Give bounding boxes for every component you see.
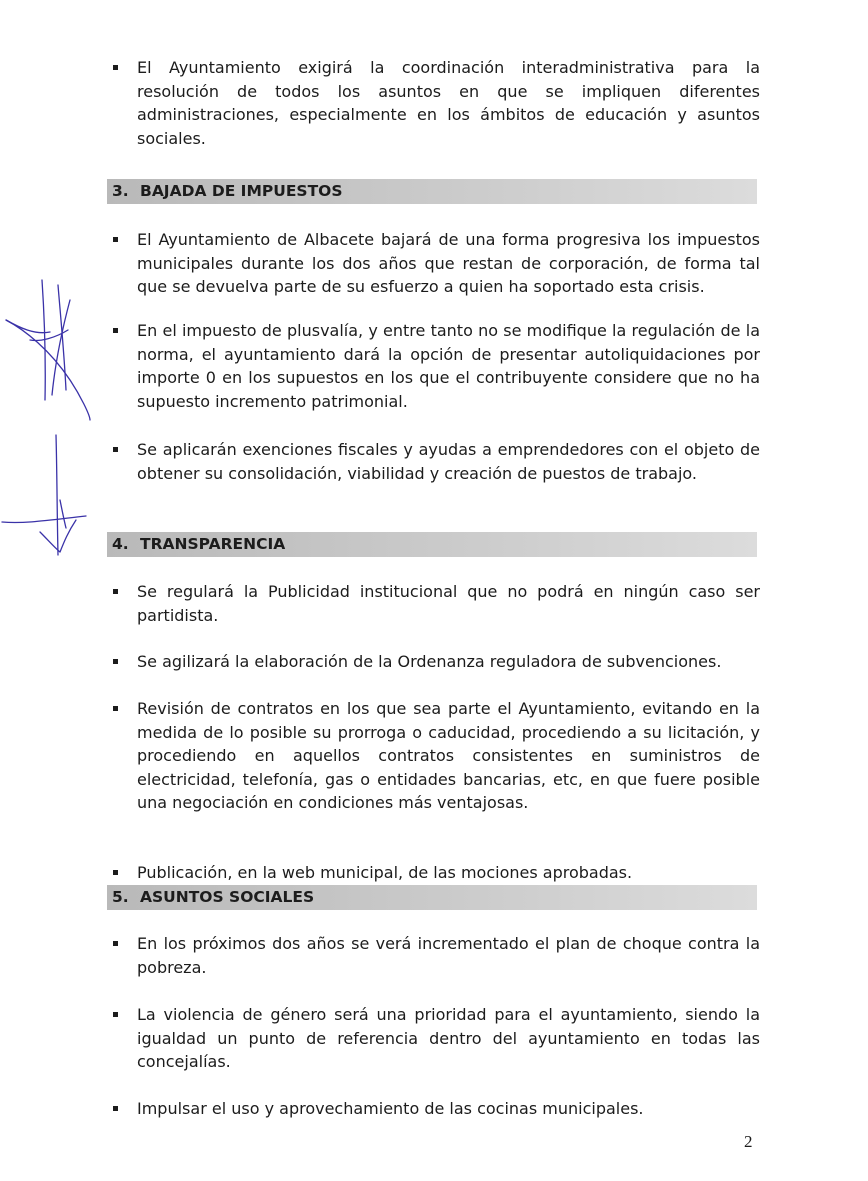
- handwritten-signature: [0, 270, 100, 560]
- bullet-marker: [113, 65, 118, 70]
- list-item: La violencia de género será una prioridad para el ayuntamiento, siendo la igualdad un punto de referencia dentro del ayuntamiento en todas las concejalías.: [110, 1003, 760, 1074]
- bullet-marker: [113, 870, 118, 875]
- bullet-marker: [113, 237, 118, 242]
- bullet-marker: [113, 589, 118, 594]
- list-item: En el impuesto de plusvalía, y entre tanto no se modifique la regulación de la norma, el ayuntamiento dará la opción de presentar autoliquidaciones por importe 0 en los supuestos en los que el contribuyente considere que no ha supuesto incremento patrimonial.: [110, 319, 760, 413]
- list-item: Revisión de contratos en los que sea parte el Ayuntamiento, evitando en la medida de lo posible su prorroga o caducidad, procediendo a su licitación, y procediendo en aquellos contratos consistentes en suministros de electricidad, telefonía, gas o entidades bancarias, etc, en que fuere posible una negociación en condiciones más ventajosas.: [110, 697, 760, 815]
- section-title: BAJADA DE IMPUESTOS: [140, 182, 343, 200]
- bullet-marker: [113, 659, 118, 664]
- bullet-marker: [113, 706, 118, 711]
- list-item: Impulsar el uso y aprovechamiento de las cocinas municipales.: [110, 1097, 760, 1121]
- section-heading: [107, 885, 757, 910]
- list-item: El Ayuntamiento de Albacete bajará de una forma progresiva los impuestos municipales durante los dos años que restan de corporación, de forma tal que se devuelva parte de su esfuerzo a quien ha soportado esta crisis.: [110, 228, 760, 299]
- section-number: 5.: [112, 888, 129, 906]
- section-number: 3.: [112, 182, 129, 200]
- bullet-marker: [113, 1106, 118, 1111]
- list-item: El Ayuntamiento exigirá la coordinación interadministrativa para la resolución de todos los asuntos en que se impliquen diferentes administraciones, especialmente en los ámbitos de educación y asuntos sociales.: [110, 56, 760, 150]
- list-item: Publicación, en la web municipal, de las mociones aprobadas.: [110, 861, 760, 885]
- section-heading: [107, 532, 757, 557]
- section-title: TRANSPARENCIA: [140, 535, 286, 553]
- list-item: Se regulará la Publicidad institucional que no podrá en ningún caso ser partidista.: [110, 580, 760, 627]
- bullet-marker: [113, 941, 118, 946]
- section-title: ASUNTOS SOCIALES: [140, 888, 315, 906]
- list-item: En los próximos dos años se verá incrementado el plan de choque contra la pobreza.: [110, 932, 760, 979]
- bullet-marker: [113, 447, 118, 452]
- section-heading: [107, 179, 757, 204]
- page-number: 2: [744, 1132, 753, 1151]
- bullet-marker: [113, 328, 118, 333]
- bullet-marker: [113, 1012, 118, 1017]
- list-item: Se agilizará la elaboración de la Ordenanza reguladora de subvenciones.: [110, 650, 760, 674]
- section-number: 4.: [112, 535, 129, 553]
- list-item: Se aplicarán exenciones fiscales y ayudas a emprendedores con el objeto de obtener su consolidación, viabilidad y creación de puestos de trabajo.: [110, 438, 760, 485]
